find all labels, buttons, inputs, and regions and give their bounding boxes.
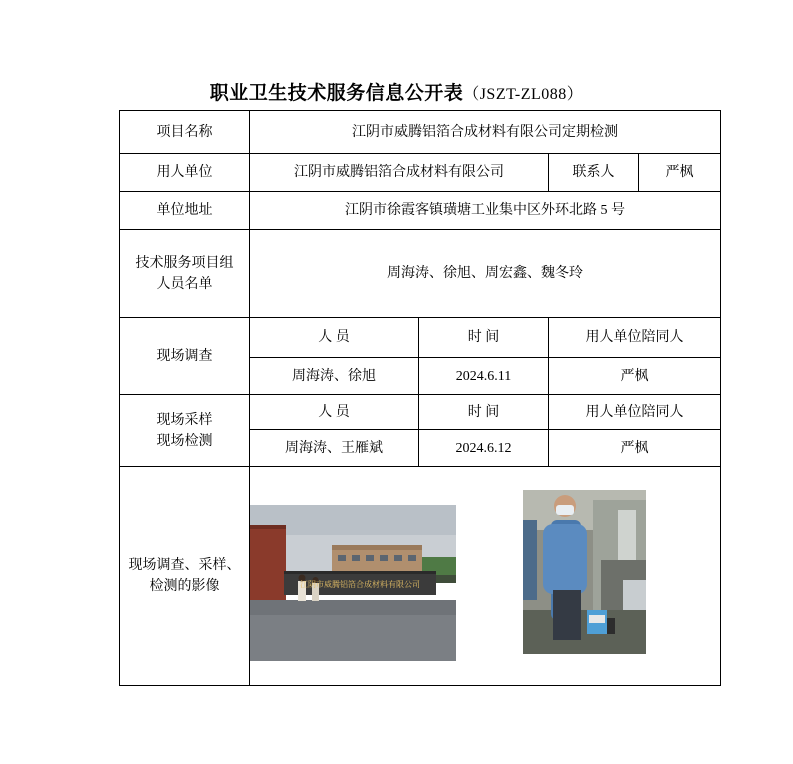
survey-companion: 严枫 bbox=[549, 358, 721, 395]
document-code: （JSZT-ZL088） bbox=[463, 86, 584, 103]
project-name-label: 项目名称 bbox=[120, 111, 250, 154]
address-label: 单位地址 bbox=[120, 192, 250, 230]
survey-label: 现场调查 bbox=[120, 318, 250, 395]
document-title: 职业卫生技术服务信息公开表 bbox=[209, 83, 464, 104]
team-label bbox=[120, 230, 250, 318]
employer-label: 用人单位 bbox=[120, 154, 250, 192]
images-label-line2: 检测的影像 bbox=[149, 579, 220, 594]
sampling-companion: 严枫 bbox=[549, 430, 721, 467]
sampling-worker-image bbox=[523, 490, 646, 654]
sampling-companion-header: 用人单位陪同人 bbox=[549, 395, 721, 430]
sampling-time-header: 时 间 bbox=[419, 395, 549, 430]
sampling-label-line1: 现场采样 bbox=[156, 412, 213, 428]
contact-value: 严枫 bbox=[639, 154, 721, 192]
row-address bbox=[120, 192, 721, 230]
page-title bbox=[0, 78, 793, 105]
row-survey-header bbox=[120, 318, 721, 358]
factory-gate-photo bbox=[250, 505, 456, 661]
sampling-worker-photo bbox=[523, 490, 646, 654]
sampling-label-line2: 现场检测 bbox=[156, 433, 213, 449]
sampling-date: 2024.6.12 bbox=[419, 430, 549, 467]
factory-gate-image bbox=[250, 505, 456, 661]
contact-label: 联系人 bbox=[549, 154, 639, 192]
survey-personnel: 周海涛、徐旭 bbox=[250, 358, 419, 395]
images-label bbox=[120, 467, 250, 686]
team-label-line1: 技术服务项目组 bbox=[135, 255, 234, 271]
team-label-line2: 人员名单 bbox=[156, 276, 213, 292]
images-cell bbox=[250, 467, 721, 686]
row-team bbox=[120, 230, 721, 318]
survey-time-header: 时 间 bbox=[419, 318, 549, 358]
row-employer bbox=[120, 154, 721, 192]
sampling-label bbox=[120, 395, 250, 467]
project-name-value: 江阴市威腾铝箔合成材料有限公司定期检测 bbox=[250, 111, 721, 154]
photo-area bbox=[250, 468, 720, 684]
employer-value: 江阴市威腾铝箔合成材料有限公司 bbox=[250, 154, 549, 192]
row-project-name bbox=[120, 111, 721, 154]
info-table bbox=[119, 110, 721, 686]
sampling-personnel: 周海涛、王雁斌 bbox=[250, 430, 419, 467]
team-value: 周海涛、徐旭、周宏鑫、魏冬玲 bbox=[250, 230, 721, 318]
row-images bbox=[120, 467, 721, 686]
company-sign-text: 江阴市威腾铝箔合成材料有限公司 bbox=[300, 580, 420, 589]
row-sampling-header bbox=[120, 395, 721, 430]
sampling-personnel-header: 人 员 bbox=[250, 395, 419, 430]
survey-companion-header: 用人单位陪同人 bbox=[549, 318, 721, 358]
address-value: 江阴市徐霞客镇璜塘工业集中区外环北路 5 号 bbox=[250, 192, 721, 230]
survey-date: 2024.6.11 bbox=[419, 358, 549, 395]
images-label-line1: 现场调查、采样、 bbox=[128, 558, 241, 573]
survey-personnel-header: 人 员 bbox=[250, 318, 419, 358]
